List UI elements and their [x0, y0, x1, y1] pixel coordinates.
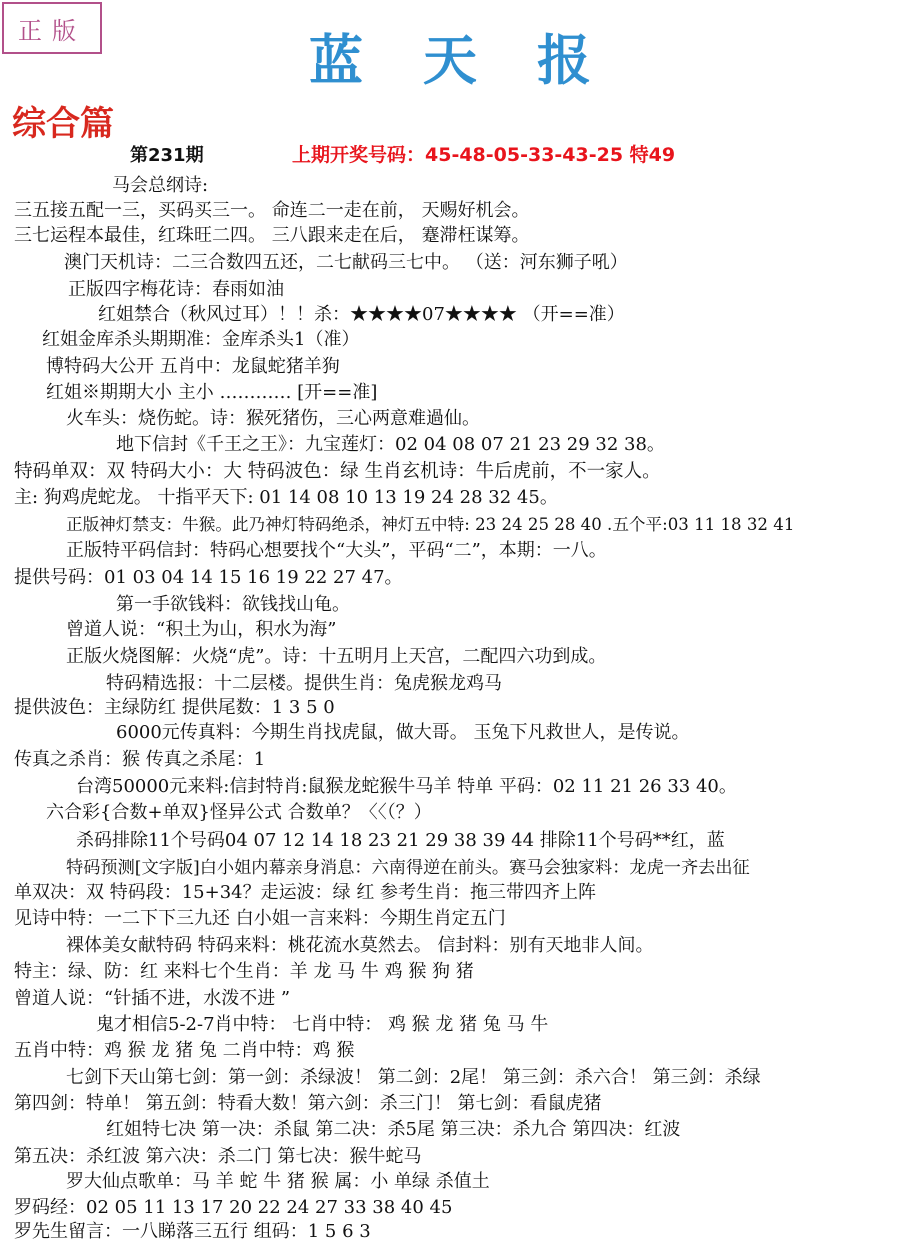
text-line: 马会总纲诗:	[112, 175, 209, 196]
text-line: 特码单双：双 特码大小：大 特码波色：绿 生肖玄机诗：牛后虎前，不一家人。	[14, 461, 661, 482]
text-line: 五肖中特：鸡 猴 龙 猪 兔 二肖中特：鸡 猴	[14, 1040, 355, 1061]
text-line: 火车头：烧伤蛇。诗：猴死猪伤，三心两意难過仙。	[66, 408, 480, 429]
text-line: 鬼才相信5-2-7肖中特： 七肖中特： 鸡 猴 龙 猪 兔 马 牛	[96, 1014, 549, 1035]
text-line: 正版火烧图解：火烧“虎”。诗：十五明月上天宫，二配四六功到成。	[66, 646, 607, 667]
text-line: 曾道人说：“针插不进，水泼不进 ”	[14, 988, 291, 1009]
edition-badge: 正版	[2, 2, 102, 54]
text-line: 罗先生留言：一八睇落三五行 组码：1 5 6 3	[14, 1221, 371, 1242]
text-line: 主: 狗鸡虎蛇龙。 十指平天下: 01 14 08 10 13 19 24 28 32 45。	[14, 487, 558, 508]
text-line: 七剑下天山第七剑：第一剑：杀绿波！ 第二剑：2尾！ 第三剑：杀六合！ 第三剑：杀绿	[66, 1067, 761, 1088]
section-heading: 综合篇	[12, 104, 114, 144]
text-line: 正版特平码信封：特码心想要找个“大头”，平码“二”，本期：一八。	[66, 540, 607, 561]
text-line: 正版神灯禁支：牛猴。此乃神灯特码绝杀，神灯五中特: 23 24 25 28 40 .五个平:03 11 18 32 41	[66, 515, 795, 534]
text-line: 曾道人说：“积土为山，积水为海”	[66, 619, 337, 640]
text-line: 第四剑：特单！ 第五剑：特看大数！第六剑：杀三门！ 第七剑：看鼠虎猪	[14, 1093, 602, 1114]
text-line: 特主：绿、防：红 来料七个生肖：羊 龙 马 牛 鸡 猴 狗 猪	[14, 961, 474, 982]
issue-number: 第231期	[130, 145, 204, 166]
text-line: 红姐※期期大小 主小 ………… [开==准]	[46, 382, 378, 403]
text-line: 三七运程本最佳，红珠旺二四。 三八跟来走在后， 蹇滞枉谋筹。	[14, 225, 530, 246]
page-title: 蓝天报	[309, 28, 651, 92]
last-draw-results: 上期开奖号码：45-48-05-33-43-25 特49	[292, 144, 676, 166]
text-line: 6000元传真料：今期生肖找虎鼠，做大哥。 玉兔下凡救世人，是传说。	[116, 722, 690, 743]
text-line: 红姐特七决 第一决：杀鼠 第二决：杀5尾 第三决：杀九合 第四决：红波	[106, 1119, 681, 1140]
text-line: 红姐金库杀头期期准：金库杀头1（准）	[42, 329, 360, 350]
text-line: 单双决：双 特码段：15+34？走运波：绿 红 参考生肖：拖三带四齐上阵	[14, 882, 597, 903]
text-line: 提供波色：主绿防红 提供尾数：1 3 5 0	[14, 697, 335, 718]
text-line: 博特码大公开 五肖中：龙鼠蛇猪羊狗	[46, 356, 340, 377]
text-line: 红姐禁合（秋风过耳）！！杀：★★★★07★★★★ （开==准）	[98, 304, 625, 325]
text-line: 六合彩{合数+单双}怪异公式 合数单？〈〈（？）	[46, 802, 432, 823]
text-line: 提供号码：01 03 04 14 15 16 19 22 27 47。	[14, 567, 403, 588]
text-line: 地下信封《千王之王》：九宝莲灯：02 04 08 07 21 23 29 32 38。	[116, 434, 665, 455]
text-line: 裸体美女献特码 特码来料：桃花流水莫然去。 信封料：别有天地非人间。	[66, 935, 654, 956]
text-line: 三五接五配一三，买码买三一。 命连二一走在前， 天赐好机会。	[14, 200, 530, 221]
text-line: 杀码排除11个号码04 07 12 14 18 23 21 29 38 39 44 排除11个号码**红，蓝	[76, 830, 725, 851]
text-line: 传真之杀肖：猴 传真之杀尾：1	[14, 749, 266, 770]
text-line: 澳门天机诗：二三合数四五还，二七献码三七中。 （送：河东狮子吼）	[64, 252, 628, 273]
text-line: 特码预测[文字版]白小姐内幕亲身消息：六南得逆在前头。赛马会独家料：龙虎一齐去出征	[66, 858, 750, 878]
text-line: 台湾50000元来料:信封特肖:鼠猴龙蛇猴牛马羊 特单 平码：02 11 21 26 33 40。	[76, 776, 737, 797]
text-line: 第五决：杀红波 第六决：杀二门 第七决：猴牛蛇马	[14, 1146, 422, 1167]
text-line: 第一手欲钱料：欲钱找山龟。	[116, 594, 350, 615]
text-line: 正版四字梅花诗：春雨如油	[68, 279, 284, 300]
text-line: 见诗中特：一二下下三九还 白小姐一言来料：今期生肖定五门	[14, 908, 506, 929]
text-line: 特码精选报：十二层楼。提供生肖：兔虎猴龙鸡马	[106, 673, 502, 694]
text-line: 罗码经：02 05 11 13 17 20 22 24 27 33 38 40 45	[14, 1197, 453, 1218]
text-line: 罗大仙点歌单：马 羊 蛇 牛 猪 猴 属：小 单绿 杀值土	[66, 1171, 490, 1192]
